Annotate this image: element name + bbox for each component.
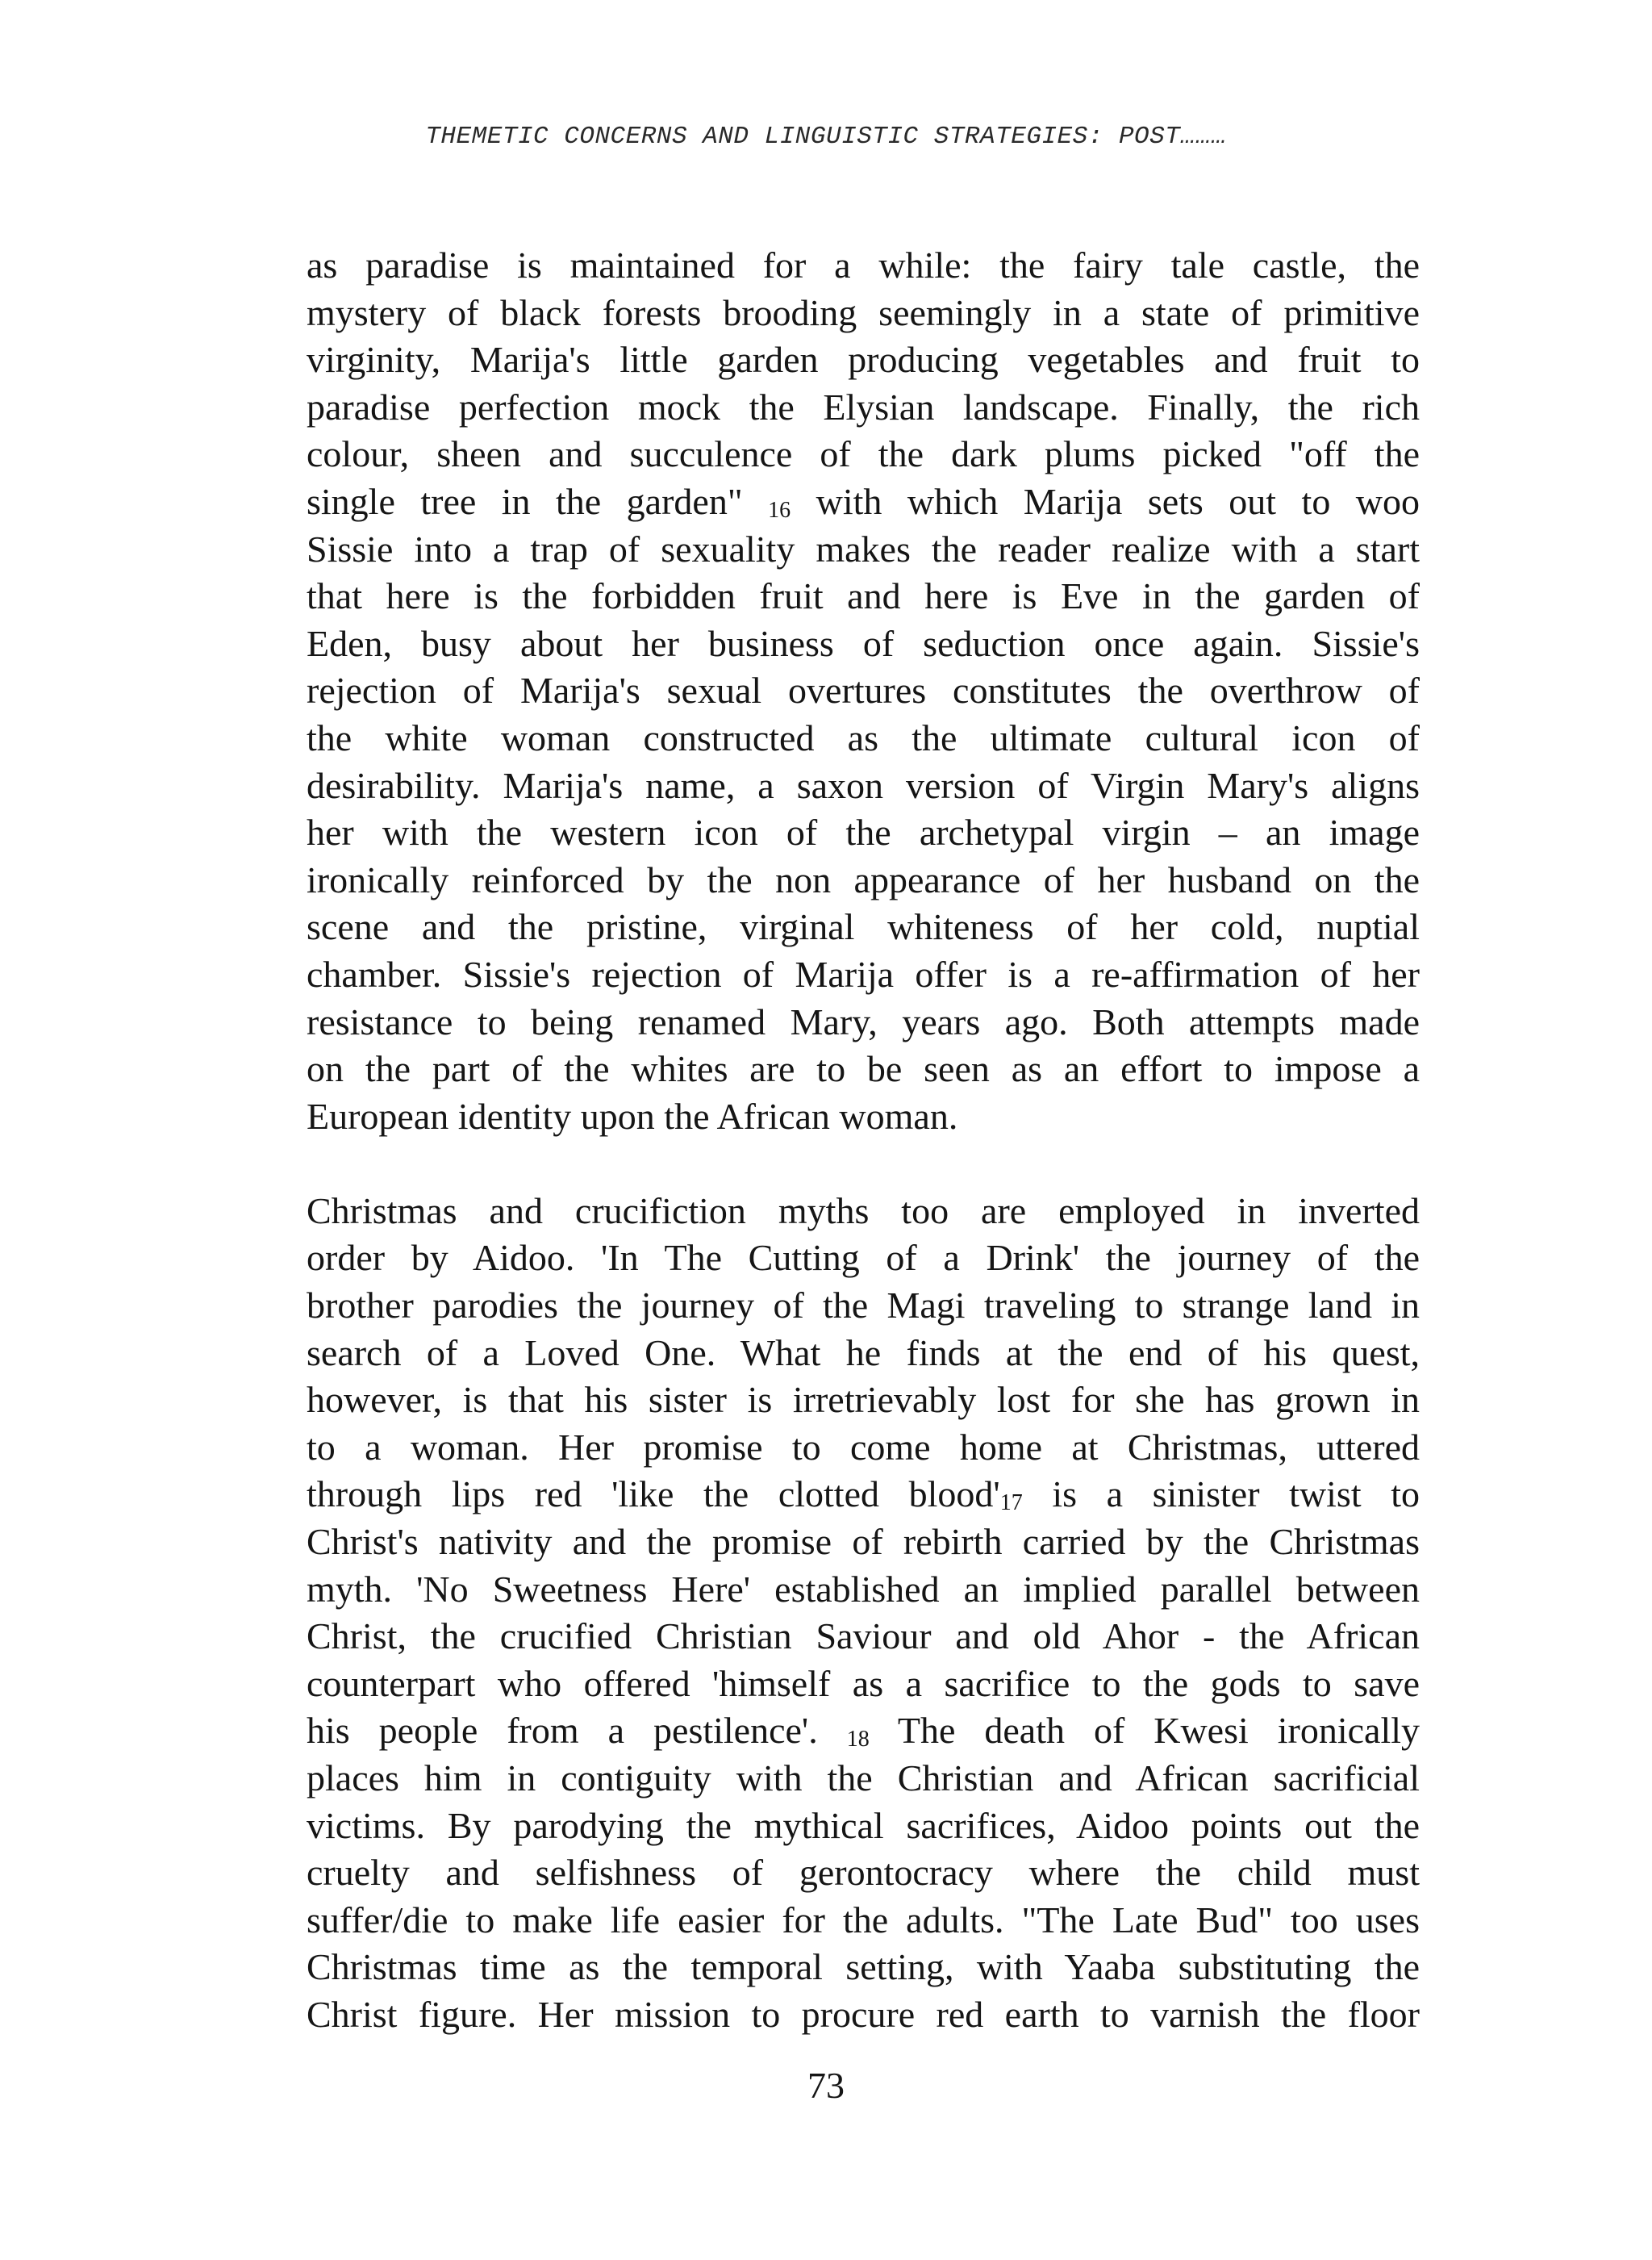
- text-line: search of a Loved One. What he finds at the end of his quest,: [307, 1331, 1420, 1373]
- text-fragment: through lips red 'like the clotted blood': [307, 1473, 1000, 1515]
- footnote-ref-16: 16: [768, 497, 791, 523]
- text-fragment: single tree in the garden": [307, 480, 743, 522]
- text-line: order by Aidoo. 'In The Cutting of a Drink' the journey of the: [307, 1237, 1420, 1279]
- text-line: European identity upon the African woman.: [307, 1095, 958, 1137]
- text-fragment: The death of Kwesi ironically: [897, 1710, 1420, 1752]
- text-line: Sissie into a trap of sexuality makes the reader realize with a start: [307, 528, 1420, 570]
- text-line: Christmas time as the temporal setting, with Yaaba substituting the: [307, 1946, 1420, 1988]
- text-line: her with the western icon of the archetypal virgin – an image: [307, 812, 1420, 854]
- text-fragment: is a sinister twist to: [1052, 1473, 1420, 1515]
- text-line: virginity, Marija's little garden producing vegetables and fruit to: [307, 339, 1420, 381]
- text-line: on the part of the whites are to be seen as an effort to impose a: [307, 1048, 1420, 1090]
- text-line: chamber. Sissie's rejection of Marija offer is a re-affirmation of her: [307, 953, 1420, 995]
- text-line: as paradise is maintained for a while: the fairy tale castle, the: [307, 244, 1420, 286]
- text-line: [307, 1707, 1420, 1755]
- footnote-ref-18: 18: [846, 1727, 870, 1752]
- text-line: resistance to being renamed Mary, years ago. Both attempts made: [307, 1000, 1420, 1042]
- paragraph-1: [307, 242, 1420, 1140]
- paragraph-gap: [307, 1140, 1420, 1188]
- text-line: mystery of black forests brooding seemingly in a state of primitive: [307, 291, 1420, 333]
- text-line: colour, sheen and succulence of the dark plums picked "off the: [307, 433, 1420, 475]
- text-line: desirability. Marija's name, a saxon version of Virgin Mary's aligns: [307, 764, 1420, 806]
- text-line: places him in contiguity with the Christian and African sacrificial: [307, 1757, 1420, 1798]
- text-line: [307, 478, 1420, 526]
- text-line: [307, 1471, 1420, 1519]
- text-line: however, is that his sister is irretrievably lost for she has grown in: [307, 1379, 1420, 1421]
- text-line: paradise perfection mock the Elysian landscape. Finally, the rich: [307, 386, 1420, 428]
- text-line: Christ's nativity and the promise of rebirth carried by the Christmas: [307, 1521, 1420, 1563]
- text-line: Christ, the crucified Christian Saviour and old Ahor - the African: [307, 1615, 1420, 1657]
- page-number: 73: [807, 2065, 845, 2106]
- text-line: cruelty and selfishness of gerontocracy where the child must: [307, 1852, 1420, 1894]
- footnote-ref-17: 17: [999, 1490, 1023, 1516]
- text-line: Christmas and crucifiction myths too are employed in inverted: [307, 1189, 1420, 1231]
- text-line: brother parodies the journey of the Magi traveling to strange land in: [307, 1285, 1420, 1326]
- body-text: [307, 242, 1420, 2039]
- text-fragment: with which Marija sets out to woo: [816, 480, 1420, 522]
- text-line: scene and the pristine, virginal whiteness of her cold, nuptial: [307, 906, 1420, 948]
- text-line: rejection of Marija's sexual overtures constitutes the overthrow of: [307, 670, 1420, 712]
- running-header: THEMETIC CONCERNS AND LINGUISTIC STRATEGIES: POST………: [425, 123, 1227, 151]
- text-line: to a woman. Her promise to come home at Christmas, uttered: [307, 1426, 1420, 1468]
- text-line: suffer/die to make life easier for the adults. "The Late Bud" too uses: [307, 1899, 1420, 1940]
- text-line: victims. By parodying the mythical sacrifices, Aidoo points out the: [307, 1804, 1420, 1846]
- text-line: counterpart who offered 'himself as a sacrifice to the gods to save: [307, 1662, 1420, 1704]
- text-fragment: his people from a pestilence'.: [307, 1710, 818, 1752]
- text-line: the white woman constructed as the ultimate cultural icon of: [307, 716, 1420, 758]
- text-line: Eden, busy about her business of seduction once again. Sissie's: [307, 622, 1420, 664]
- text-line: ironically reinforced by the non appearance of her husband on the: [307, 858, 1420, 900]
- text-line: that here is the forbidden fruit and here is Eve in the garden of: [307, 575, 1420, 617]
- text-line: Christ figure. Her mission to procure red earth to varnish the floor: [307, 1993, 1420, 2035]
- text-line: myth. 'No Sweetness Here' established an implied parallel between: [307, 1568, 1420, 1610]
- paragraph-2: [307, 1188, 1420, 2039]
